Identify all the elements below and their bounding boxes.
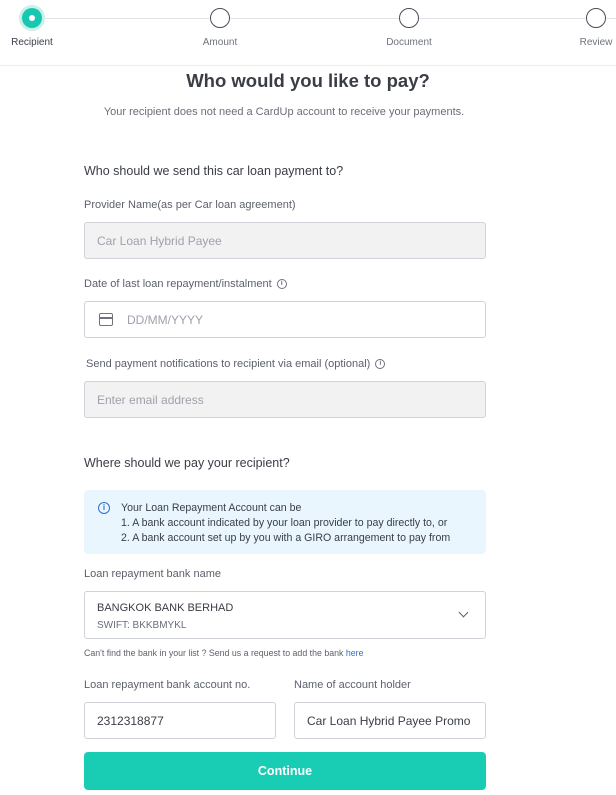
date-placeholder: DD/MM/YYYY <box>127 312 204 327</box>
continue-button[interactable]: Continue <box>84 752 486 790</box>
account-holder-value: Car Loan Hybrid Payee Promo <box>307 713 471 728</box>
notice-line: Your Loan Repayment Account can be <box>121 502 302 514</box>
step-dot-icon <box>210 8 230 28</box>
page-subtitle: Your recipient does not need a CardUp account to receive your payments. <box>103 106 465 118</box>
step-document[interactable] <box>369 8 449 48</box>
account-no-label <box>84 679 250 691</box>
account-holder-label-text: Name of account holder <box>294 679 411 691</box>
payment-section-heading: Where should we pay your recipient? <box>84 456 290 470</box>
repayment-account-notice <box>84 490 486 554</box>
account-holder-label <box>294 679 411 691</box>
step-dot-icon <box>399 8 419 28</box>
step-label: Document <box>386 37 432 48</box>
notice-line: 1. A bank account indicated by your loan provider to pay directly to, or <box>121 517 448 529</box>
provider-name-label-text: Provider Name(as per Car loan agreement) <box>84 199 296 211</box>
notification-email-input[interactable] <box>84 381 486 418</box>
page-title: Who would you like to pay? <box>186 70 430 91</box>
step-label: Review <box>579 37 613 48</box>
provider-name-value: Car Loan Hybrid Payee <box>97 233 222 248</box>
account-no-input[interactable] <box>84 702 276 739</box>
bank-helper-text <box>84 648 363 658</box>
bank-name-select[interactable] <box>84 591 486 639</box>
bank-name-label <box>84 568 221 580</box>
step-recipient[interactable] <box>0 8 72 48</box>
info-icon[interactable]: i <box>375 359 385 369</box>
recipient-section-heading: Who should we send this car loan payment to? <box>84 164 344 178</box>
stepper-line <box>32 18 616 19</box>
last-repayment-date-label-text: Date of last loan repayment/instalment <box>84 278 272 290</box>
bank-name-label-text: Loan repayment bank name <box>84 568 221 580</box>
email-placeholder: Enter email address <box>97 392 204 407</box>
selected-bank-swift: SWIFT: BKKBMYKL <box>97 620 187 631</box>
step-active-dot-icon <box>22 8 42 28</box>
account-no-value: 2312318877 <box>97 713 164 728</box>
last-repayment-date-label <box>84 278 287 290</box>
add-bank-request-link[interactable]: here <box>345 648 364 658</box>
account-holder-input[interactable] <box>294 702 486 739</box>
provider-name-field <box>84 222 486 259</box>
step-label: Recipient <box>11 37 53 48</box>
info-circle-icon: i <box>98 502 110 514</box>
selected-bank-name: BANGKOK BANK BERHAD <box>97 602 234 614</box>
notification-email-label-text: Send payment notifications to recipient via email (optional) <box>86 358 371 370</box>
notice-line: 2. A bank account set up by you with a GIRO arrangement to pay from <box>121 532 451 544</box>
progress-stepper <box>0 0 616 66</box>
step-amount[interactable] <box>180 8 260 48</box>
step-dot-icon <box>586 8 606 28</box>
account-no-label-text: Loan repayment bank account no. <box>84 679 251 691</box>
step-review[interactable] <box>556 8 616 48</box>
info-icon[interactable]: i <box>277 279 287 289</box>
provider-name-label <box>84 199 296 211</box>
notification-email-label <box>86 358 385 370</box>
helper-text: Can't find the bank in your list ? Send us a request to add the bank <box>84 648 344 658</box>
last-repayment-date-input[interactable] <box>84 301 486 338</box>
step-label: Amount <box>202 37 238 48</box>
calendar-icon[interactable] <box>99 313 113 326</box>
